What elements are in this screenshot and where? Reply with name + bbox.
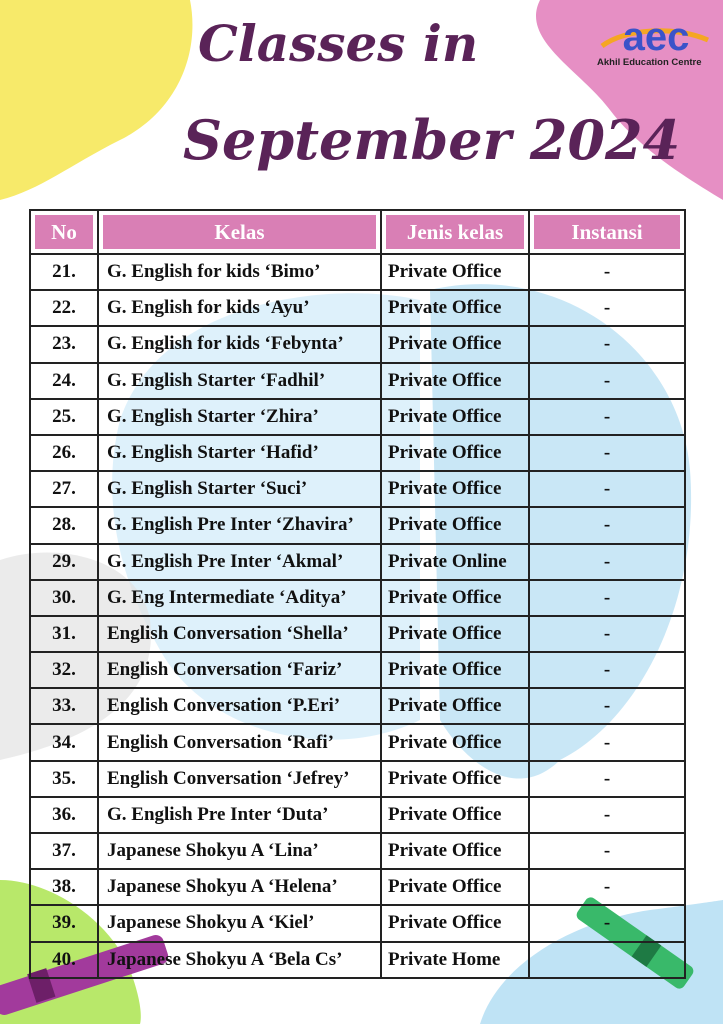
table-row	[31, 798, 686, 834]
row-number: 40.	[31, 943, 99, 979]
header-kelas: Kelas	[103, 215, 376, 249]
row-number: 26.	[31, 436, 99, 472]
page-title-line-1: Classes in	[198, 14, 479, 73]
institution: -	[530, 581, 686, 617]
row-number: 27.	[31, 472, 99, 508]
institution: -	[530, 472, 686, 508]
institution: -	[530, 689, 686, 725]
row-number: 38.	[31, 870, 99, 906]
institution: -	[530, 653, 686, 689]
page-title-line-2: September 2024	[183, 108, 681, 172]
class-type: Private Office	[382, 906, 530, 942]
table-row	[31, 943, 686, 979]
table-row	[31, 472, 686, 508]
class-type: Private Office	[382, 689, 530, 725]
institution: -	[530, 545, 686, 581]
class-type: Private Office	[382, 581, 530, 617]
row-number: 36.	[31, 798, 99, 834]
institution: -	[530, 436, 686, 472]
logo-mark: aec	[622, 15, 690, 59]
table-row	[31, 906, 686, 942]
class-type: Private Office	[382, 870, 530, 906]
class-type: Private Office	[382, 617, 530, 653]
class-name: G. English for kids ‘Febynta’	[99, 327, 382, 363]
row-number: 21.	[31, 255, 99, 291]
table-row	[31, 617, 686, 653]
table-row	[31, 255, 686, 291]
class-name: G. English Pre Inter ‘Duta’	[99, 798, 382, 834]
logo-name: Akhil Education Centre	[597, 57, 702, 68]
table-row	[31, 870, 686, 906]
class-type: Private Office	[382, 508, 530, 544]
class-type: Private Office	[382, 327, 530, 363]
institution: -	[530, 798, 686, 834]
row-number: 33.	[31, 689, 99, 725]
institution: -	[530, 762, 686, 798]
class-name: G. Eng Intermediate ‘Aditya’	[99, 581, 382, 617]
institution: -	[530, 725, 686, 761]
table-body	[31, 255, 686, 979]
class-type: Private Office	[382, 762, 530, 798]
institution: -	[530, 400, 686, 436]
class-type: Private Office	[382, 255, 530, 291]
table-row	[31, 291, 686, 327]
class-type: Private Office	[382, 291, 530, 327]
class-name: G. English for kids ‘Bimo’	[99, 255, 382, 291]
yellow-blob	[0, 0, 192, 200]
class-name: G. English Pre Inter ‘Zhavira’	[99, 508, 382, 544]
header-instansi: Instansi	[534, 215, 680, 249]
row-number: 22.	[31, 291, 99, 327]
class-name: English Conversation ‘P.Eri’	[99, 689, 382, 725]
table-row	[31, 436, 686, 472]
class-name: G. English Starter ‘Zhira’	[99, 400, 382, 436]
class-name: English Conversation ‘Fariz’	[99, 653, 382, 689]
row-number: 35.	[31, 762, 99, 798]
row-number: 24.	[31, 364, 99, 400]
table-row	[31, 508, 686, 544]
institution: -	[530, 255, 686, 291]
table-row	[31, 653, 686, 689]
institution: -	[530, 327, 686, 363]
institution: -	[530, 870, 686, 906]
institution: -	[530, 508, 686, 544]
class-type: Private Office	[382, 472, 530, 508]
class-name: English Conversation ‘Shella’	[99, 617, 382, 653]
class-name: G. English Starter ‘Hafid’	[99, 436, 382, 472]
row-number: 30.	[31, 581, 99, 617]
class-name: G. English Starter ‘Suci’	[99, 472, 382, 508]
institution: -	[530, 617, 686, 653]
institution: -	[530, 291, 686, 327]
institution: -	[530, 834, 686, 870]
row-number: 32.	[31, 653, 99, 689]
class-type: Private Office	[382, 653, 530, 689]
class-name: Japanese Shokyu A ‘Bela Cs’	[99, 943, 382, 979]
row-number: 23.	[31, 327, 99, 363]
table-row	[31, 581, 686, 617]
table-row	[31, 364, 686, 400]
institution	[530, 943, 686, 979]
row-number: 39.	[31, 906, 99, 942]
header-no: No	[35, 215, 93, 249]
row-number: 31.	[31, 617, 99, 653]
class-type: Private Office	[382, 364, 530, 400]
table-row	[31, 762, 686, 798]
class-type: Private Office	[382, 834, 530, 870]
class-type: Private Office	[382, 798, 530, 834]
class-table	[29, 209, 686, 979]
row-number: 37.	[31, 834, 99, 870]
table-header	[31, 211, 686, 255]
class-name: Japanese Shokyu A ‘Kiel’	[99, 906, 382, 942]
table-row	[31, 327, 686, 363]
table-row	[31, 400, 686, 436]
header-jenis-kelas: Jenis kelas	[386, 215, 524, 249]
class-type: Private Office	[382, 436, 530, 472]
institution: -	[530, 364, 686, 400]
class-name: English Conversation ‘Rafi’	[99, 725, 382, 761]
class-name: Japanese Shokyu A ‘Helena’	[99, 870, 382, 906]
class-name: G. English Starter ‘Fadhil’	[99, 364, 382, 400]
table-row	[31, 725, 686, 761]
class-type: Private Office	[382, 725, 530, 761]
row-number: 25.	[31, 400, 99, 436]
class-type: Private Office	[382, 400, 530, 436]
table-row	[31, 689, 686, 725]
row-number: 34.	[31, 725, 99, 761]
class-name: G. English for kids ‘Ayu’	[99, 291, 382, 327]
class-name: English Conversation ‘Jefrey’	[99, 762, 382, 798]
class-type: Private Online	[382, 545, 530, 581]
class-name: Japanese Shokyu A ‘Lina’	[99, 834, 382, 870]
row-number: 28.	[31, 508, 99, 544]
class-name: G. English Pre Inter ‘Akmal’	[99, 545, 382, 581]
table-row	[31, 834, 686, 870]
class-type: Private Home	[382, 943, 530, 979]
institution: -	[530, 906, 686, 942]
table-row	[31, 545, 686, 581]
row-number: 29.	[31, 545, 99, 581]
